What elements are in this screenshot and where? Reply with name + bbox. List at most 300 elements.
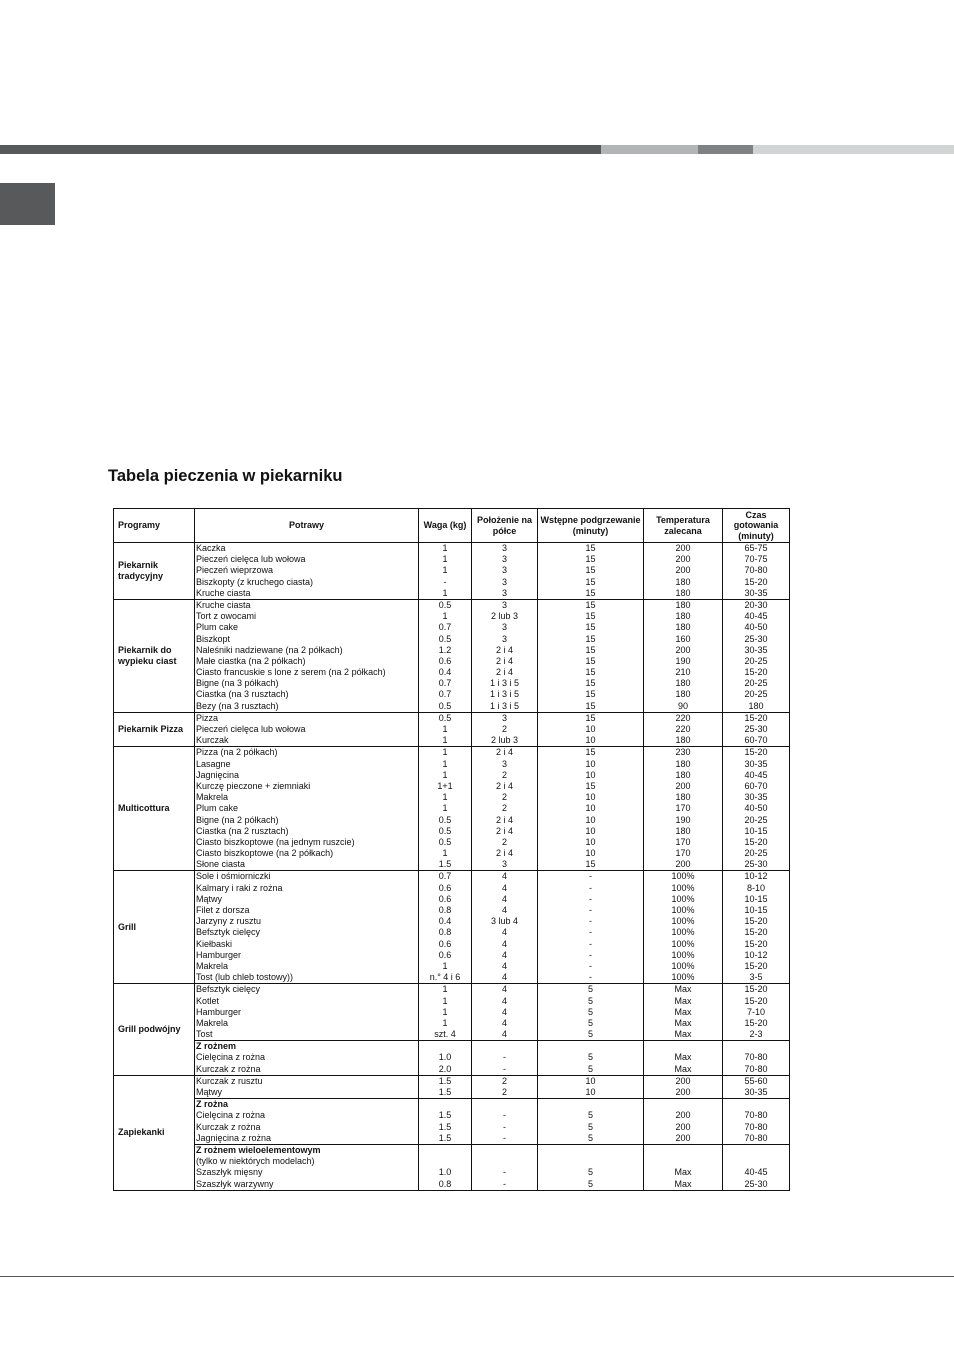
value-subgroup [538, 747, 643, 870]
table-cell: 100% [671, 905, 695, 915]
weight-column [419, 871, 472, 984]
value-subgroup [419, 1144, 471, 1190]
table-cell: 210 [675, 667, 691, 678]
blank-cell [723, 1099, 789, 1110]
table-cell: 4 [501, 927, 507, 938]
table-cell: 1+1 [437, 780, 453, 791]
table-cell: 0.7 [438, 689, 452, 700]
table-cell: 2 [501, 1075, 507, 1086]
subgroup-note: (tylko w niektórych modelach) [196, 1156, 315, 1167]
blank-cell [723, 1156, 789, 1167]
table-cell: 10 [585, 1075, 596, 1086]
value-subgroup [538, 600, 643, 712]
dish-name: Jarzyny z rusztu [196, 916, 262, 927]
table-cell: - [589, 871, 592, 882]
table-cell: 90 [677, 700, 688, 711]
table-cell: 0.5 [438, 825, 452, 836]
dish-subgroup [195, 1144, 418, 1190]
table-cell: 3-5 [749, 972, 763, 983]
dish-name: Szaszłyk warzywny [196, 1178, 274, 1189]
table-cell: 20-30 [744, 599, 768, 610]
table-cell: 4 [501, 1029, 507, 1040]
temperature-column [644, 1075, 723, 1190]
table-cell: 4 [501, 949, 507, 960]
table-cell: 3 [501, 554, 507, 565]
value-subgroup [644, 600, 722, 712]
table-cell: 160 [675, 633, 691, 644]
table-cell: 100% [671, 916, 695, 927]
dish-subgroup [195, 1098, 418, 1144]
dish-name: Hamburger [196, 1006, 242, 1017]
table-cell: 3 [501, 712, 507, 723]
table-cell: 220 [675, 724, 691, 734]
table-cell: 200 [675, 1087, 691, 1097]
table-cell: 5 [587, 1110, 593, 1121]
blank-cell [419, 1041, 471, 1052]
table-cell: 5 [587, 1017, 593, 1028]
program-name: Grill [114, 871, 195, 984]
table-cell: 10 [585, 792, 596, 803]
table-cell: 190 [675, 655, 691, 666]
time-column [723, 747, 790, 871]
table-cell: 15 [585, 780, 596, 791]
table-cell: - [503, 1178, 506, 1189]
table-cell: 60-70 [744, 780, 768, 791]
value-subgroup [419, 984, 471, 1040]
table-cell: 15 [585, 700, 596, 711]
table-body [114, 543, 790, 1191]
table-cell: - [589, 938, 592, 949]
value-subgroup [472, 600, 537, 712]
dish-name: Plum cake [196, 803, 239, 814]
table-cell: 0.5 [438, 836, 452, 847]
table-cell: 15 [585, 689, 596, 700]
table-cell: 2 i 4 [495, 667, 513, 678]
table-cell: 230 [675, 747, 691, 758]
table-cell: 100% [671, 882, 695, 893]
header-temperatura: Temperatura zalecana [644, 509, 723, 543]
table-cell: 30-35 [744, 758, 768, 769]
dish-name: Lasagne [196, 758, 231, 769]
table-cell: - [503, 1110, 506, 1121]
value-subgroup [644, 543, 722, 599]
weight-column [419, 747, 472, 871]
table-cell: 1 i 3 i 5 [489, 689, 520, 700]
dish-name: Słone ciasta [196, 859, 246, 870]
table-cell: 1 [442, 1006, 448, 1017]
blank-cell [644, 1156, 722, 1167]
table-cell: 180 [748, 700, 764, 711]
table-cell: 15 [585, 622, 596, 633]
table-cell: 3 [501, 622, 507, 633]
table-cell: 2 lub 3 [490, 611, 519, 622]
value-subgroup [723, 1040, 789, 1075]
table-cell: 15-20 [744, 984, 768, 995]
table-cell: 70-80 [744, 565, 768, 576]
blank-cell [472, 1145, 537, 1156]
table-cell: 1 i 3 i 5 [489, 700, 520, 711]
table-cell: 0.8 [438, 1178, 452, 1189]
table-cell: 10 [585, 1087, 596, 1097]
table-cell: 10 [585, 769, 596, 780]
value-subgroup [472, 871, 537, 983]
table-cell: 15-20 [744, 938, 768, 949]
table-cell: 2 [501, 724, 507, 734]
weight-column [419, 984, 472, 1076]
dish-name: Ciasto biszkoptowe (na jednym ruszcie) [196, 836, 355, 847]
temperature-column [644, 599, 723, 712]
value-subgroup [419, 713, 471, 747]
time-column [723, 871, 790, 984]
value-subgroup [419, 1040, 471, 1075]
value-subgroup [419, 600, 471, 712]
table-cell: 4 [501, 893, 507, 904]
program-group [114, 747, 790, 871]
temperature-column [644, 747, 723, 871]
table-cell: 0.8 [438, 905, 452, 915]
table-cell: 2 [501, 769, 507, 780]
temperature-column [644, 543, 723, 600]
header-czas: Czas gotowania (minuty) [723, 509, 790, 543]
blank-cell [472, 1099, 537, 1110]
blank-cell [644, 1145, 722, 1156]
header-waga: Waga (kg) [419, 509, 472, 543]
table-cell: 10 [585, 814, 596, 825]
table-cell: 200 [675, 1121, 691, 1132]
table-cell: 220 [675, 712, 691, 723]
value-subgroup [644, 713, 722, 747]
table-cell: 3 [501, 758, 507, 769]
table-cell: 10 [585, 825, 596, 836]
subgroup-heading: Z rożnem [196, 1041, 237, 1052]
dish-name: Małe ciastka (na 2 półkach) [196, 655, 306, 666]
weight-column [419, 543, 472, 600]
table-cell: 15 [585, 712, 596, 723]
value-subgroup [472, 713, 537, 747]
dish-name: Jagnięcina z rożna [196, 1132, 272, 1143]
dish-name: Hamburger [196, 949, 242, 960]
blank-cell [419, 1145, 471, 1156]
blank-cell [644, 1041, 722, 1052]
table-cell: 15 [585, 667, 596, 678]
blank-cell [419, 1156, 471, 1167]
table-cell: 0.6 [438, 938, 452, 949]
table-cell: Max [674, 1017, 692, 1028]
dish-name: Kurczak z rożna [196, 1121, 261, 1132]
preheat-column [538, 871, 644, 984]
table-cell: 180 [675, 622, 691, 633]
subgroup-heading: Z rożna [196, 1099, 229, 1110]
table-cell: 15-20 [744, 1017, 768, 1028]
program-name: Zapiekanki [114, 1075, 195, 1190]
table-cell: 15-20 [744, 576, 768, 587]
table-cell: 0.7 [438, 622, 452, 633]
value-subgroup [723, 984, 789, 1040]
language-tab-marker [0, 183, 55, 225]
table-cell: 2 i 4 [495, 780, 513, 791]
program-name: Piekarnik do wypieku ciast [114, 599, 195, 712]
preheat-column [538, 712, 644, 747]
table-cell: 4 [501, 938, 507, 949]
table-cell: 10-15 [744, 905, 768, 915]
dish-name: Ciasto francuskie s lone z serem (na 2 półkach) [196, 667, 386, 678]
header-bar-segment-pale [753, 145, 954, 154]
table-cell: szt. 4 [434, 1029, 456, 1040]
value-subgroup [419, 1076, 471, 1098]
program-group [114, 1075, 790, 1190]
table-cell: 30-35 [744, 1087, 768, 1097]
preheat-column [538, 1075, 644, 1190]
dish-subgroup [195, 984, 418, 1040]
table-cell: 1 [442, 984, 448, 995]
table-cell: Max [674, 984, 692, 995]
table-cell: 2.0 [438, 1063, 452, 1074]
table-cell: 15 [585, 678, 596, 689]
table-cell: - [503, 1063, 506, 1074]
table-cell: 3 [501, 587, 507, 598]
value-subgroup [644, 984, 722, 1040]
table-cell: 4 [501, 882, 507, 893]
table-cell: 2 [501, 836, 507, 847]
table-cell: 1 [442, 554, 448, 565]
shelf-column [472, 984, 538, 1076]
value-subgroup [419, 1098, 471, 1144]
table-cell: - [589, 916, 592, 927]
table-cell: 15-20 [744, 747, 768, 758]
table-cell: 20-25 [744, 814, 768, 825]
table-cell: 200 [675, 1132, 691, 1143]
dish-name: Makrela [196, 792, 229, 803]
preheat-column [538, 599, 644, 712]
table-cell: 2 i 4 [495, 747, 513, 758]
table-cell: 1 [442, 758, 448, 769]
dish-name: Biszkopt [196, 633, 231, 644]
table-cell: 4 [501, 960, 507, 971]
value-subgroup [723, 747, 789, 870]
header-bar-segment-mid [698, 145, 753, 154]
dish-name: Befsztyk cielęcy [196, 984, 261, 995]
value-subgroup [538, 984, 643, 1040]
table-cell: 15 [585, 543, 596, 553]
program-group [114, 543, 790, 600]
table-cell: 1.2 [438, 644, 452, 655]
dish-name: Szaszłyk mięsny [196, 1167, 263, 1178]
table-cell: 1.0 [438, 1167, 452, 1178]
dish-name: Pieczeń cielęca lub wołowa [196, 724, 306, 734]
value-subgroup [644, 1076, 722, 1098]
value-subgroup [538, 1040, 643, 1075]
value-subgroup [644, 1040, 722, 1075]
table-cell: 15 [585, 747, 596, 758]
table-cell: 1 [442, 735, 448, 746]
dish-name: Bigne (na 3 półkach) [196, 678, 279, 689]
table-cell: 2 i 4 [495, 655, 513, 666]
table-cell: 25-30 [744, 724, 768, 734]
dish-subgroup [195, 1040, 418, 1075]
dish-name: Kurczak z rożna [196, 1063, 261, 1074]
table-cell: - [589, 972, 592, 983]
table-cell: 20-25 [744, 689, 768, 700]
dish-name: Ciastka (na 2 rusztach) [196, 825, 289, 836]
dish-column [195, 984, 419, 1076]
dish-name: Pieczeń wieprzowa [196, 565, 274, 576]
dish-subgroup [195, 747, 418, 870]
dish-subgroup [195, 543, 418, 599]
shelf-column [472, 747, 538, 871]
program-name: Piekarnik tradycyjny [114, 543, 195, 600]
table-cell: 4 [501, 984, 507, 995]
table-cell: 3 [501, 859, 507, 870]
table-cell: 8-10 [746, 882, 765, 893]
table-cell: 1.5 [438, 1110, 452, 1121]
table-cell: 4 [501, 905, 507, 915]
table-cell: Max [674, 1029, 692, 1040]
table-header-row [114, 509, 790, 543]
value-subgroup [472, 1076, 537, 1098]
table-cell: 1.5 [438, 1087, 452, 1097]
table-cell: 70-75 [744, 554, 768, 565]
table-cell: 0.4 [438, 916, 452, 927]
blank-cell [538, 1041, 643, 1052]
table-cell: 0.7 [438, 871, 452, 882]
table-cell: 200 [675, 554, 691, 565]
table-cell: 0.5 [438, 599, 452, 610]
header-potrawy: Potrawy [195, 509, 419, 543]
dish-name: Kurczę pieczone + ziemniaki [196, 780, 311, 791]
table-cell: - [589, 893, 592, 904]
table-cell: 100% [671, 949, 695, 960]
dish-name: Tort z owocami [196, 611, 257, 622]
dish-subgroup [195, 713, 418, 747]
table-cell: 10-12 [744, 871, 768, 882]
temperature-column [644, 984, 723, 1076]
table-cell: 15-20 [744, 712, 768, 723]
shelf-column [472, 543, 538, 600]
table-cell: 5 [587, 1029, 593, 1040]
dish-name: Tost [196, 1029, 213, 1040]
table-cell: 1 [442, 543, 448, 553]
table-cell: 0.5 [438, 633, 452, 644]
dish-name: Kotlet [196, 995, 220, 1006]
temperature-column [644, 871, 723, 984]
table-cell: 15-20 [744, 916, 768, 927]
table-cell: 200 [675, 644, 691, 655]
table-cell: 1 [442, 995, 448, 1006]
table-cell: - [443, 576, 447, 587]
table-cell: 3 lub 4 [490, 916, 519, 927]
dish-name: Pizza (na 2 półkach) [196, 747, 278, 758]
blank-cell [723, 1041, 789, 1052]
table-cell: 2 i 4 [495, 814, 513, 825]
table-cell: 5 [587, 1006, 593, 1017]
table-cell: 0.7 [438, 678, 452, 689]
table-cell: 15-20 [744, 960, 768, 971]
header-bar-segment-dark [0, 145, 601, 154]
table-cell: 1 i 3 i 5 [489, 678, 520, 689]
table-cell: 1 [442, 792, 448, 803]
table-cell: 3 [501, 543, 507, 553]
table-cell: 1.5 [438, 1121, 452, 1132]
table-cell: 100% [671, 972, 695, 983]
dish-name: Kruche ciasta [196, 587, 251, 598]
blank-cell [472, 1156, 537, 1167]
value-subgroup [644, 1098, 722, 1144]
dish-name: Ciastka (na 3 rusztach) [196, 689, 289, 700]
table-cell: 25-30 [744, 859, 768, 870]
table-cell: 200 [675, 859, 691, 870]
table-cell: 30-35 [744, 587, 768, 598]
table-cell: 180 [675, 599, 691, 610]
table-cell: 0.5 [438, 700, 452, 711]
table-cell: 180 [675, 825, 691, 836]
time-column [723, 543, 790, 600]
table-cell: 180 [675, 792, 691, 803]
table-cell: 10 [585, 836, 596, 847]
value-subgroup [472, 984, 537, 1040]
table-cell: 180 [675, 576, 691, 587]
header-bar-segment-light [601, 145, 698, 154]
blank-cell [472, 1041, 537, 1052]
table-cell: 3 [501, 633, 507, 644]
table-cell: 4 [501, 1017, 507, 1028]
table-cell: 100% [671, 927, 695, 938]
table-cell: 2 lub 3 [490, 735, 519, 746]
value-subgroup [419, 543, 471, 599]
table-cell: 20-25 [744, 848, 768, 859]
table-cell: 30-35 [744, 792, 768, 803]
table-cell: 15-20 [744, 667, 768, 678]
dish-name: Jagnięcina [196, 769, 240, 780]
value-subgroup [644, 1144, 722, 1190]
shelf-column [472, 871, 538, 984]
value-subgroup [538, 1144, 643, 1190]
table-cell: n.° 4 i 6 [429, 972, 461, 983]
table-cell: 40-50 [744, 803, 768, 814]
table-cell: 3 [501, 565, 507, 576]
dish-name: Filet z dorsza [196, 905, 250, 915]
dish-name: Kalmary i raki z rożna [196, 882, 283, 893]
value-subgroup [419, 747, 471, 870]
table-cell: 10 [585, 758, 596, 769]
table-cell: 15 [585, 644, 596, 655]
table-cell: 170 [675, 836, 691, 847]
table-cell: 3 [501, 576, 507, 587]
blank-cell [538, 1099, 643, 1110]
program-name: Grill podwójny [114, 984, 195, 1076]
table-cell: 0.8 [438, 927, 452, 938]
table-cell: 40-45 [744, 611, 768, 622]
table-cell: 15 [585, 554, 596, 565]
dish-column [195, 871, 419, 984]
table-cell: 60-70 [744, 735, 768, 746]
table-cell: 40-45 [744, 1167, 768, 1178]
table-cell: 1.0 [438, 1052, 452, 1063]
value-subgroup [723, 543, 789, 599]
weight-column [419, 1075, 472, 1190]
dish-column [195, 599, 419, 712]
table-cell: 5 [587, 1063, 593, 1074]
table-cell: 0.6 [438, 882, 452, 893]
table-cell: 15 [585, 587, 596, 598]
table-cell: 15-20 [744, 995, 768, 1006]
time-column [723, 599, 790, 712]
table-cell: 25-30 [744, 1178, 768, 1189]
dish-name: Makrela [196, 960, 229, 971]
table-cell: 1 [442, 565, 448, 576]
table-cell: 180 [675, 611, 691, 622]
dish-subgroup [195, 600, 418, 712]
table-cell: 70-80 [744, 1063, 768, 1074]
